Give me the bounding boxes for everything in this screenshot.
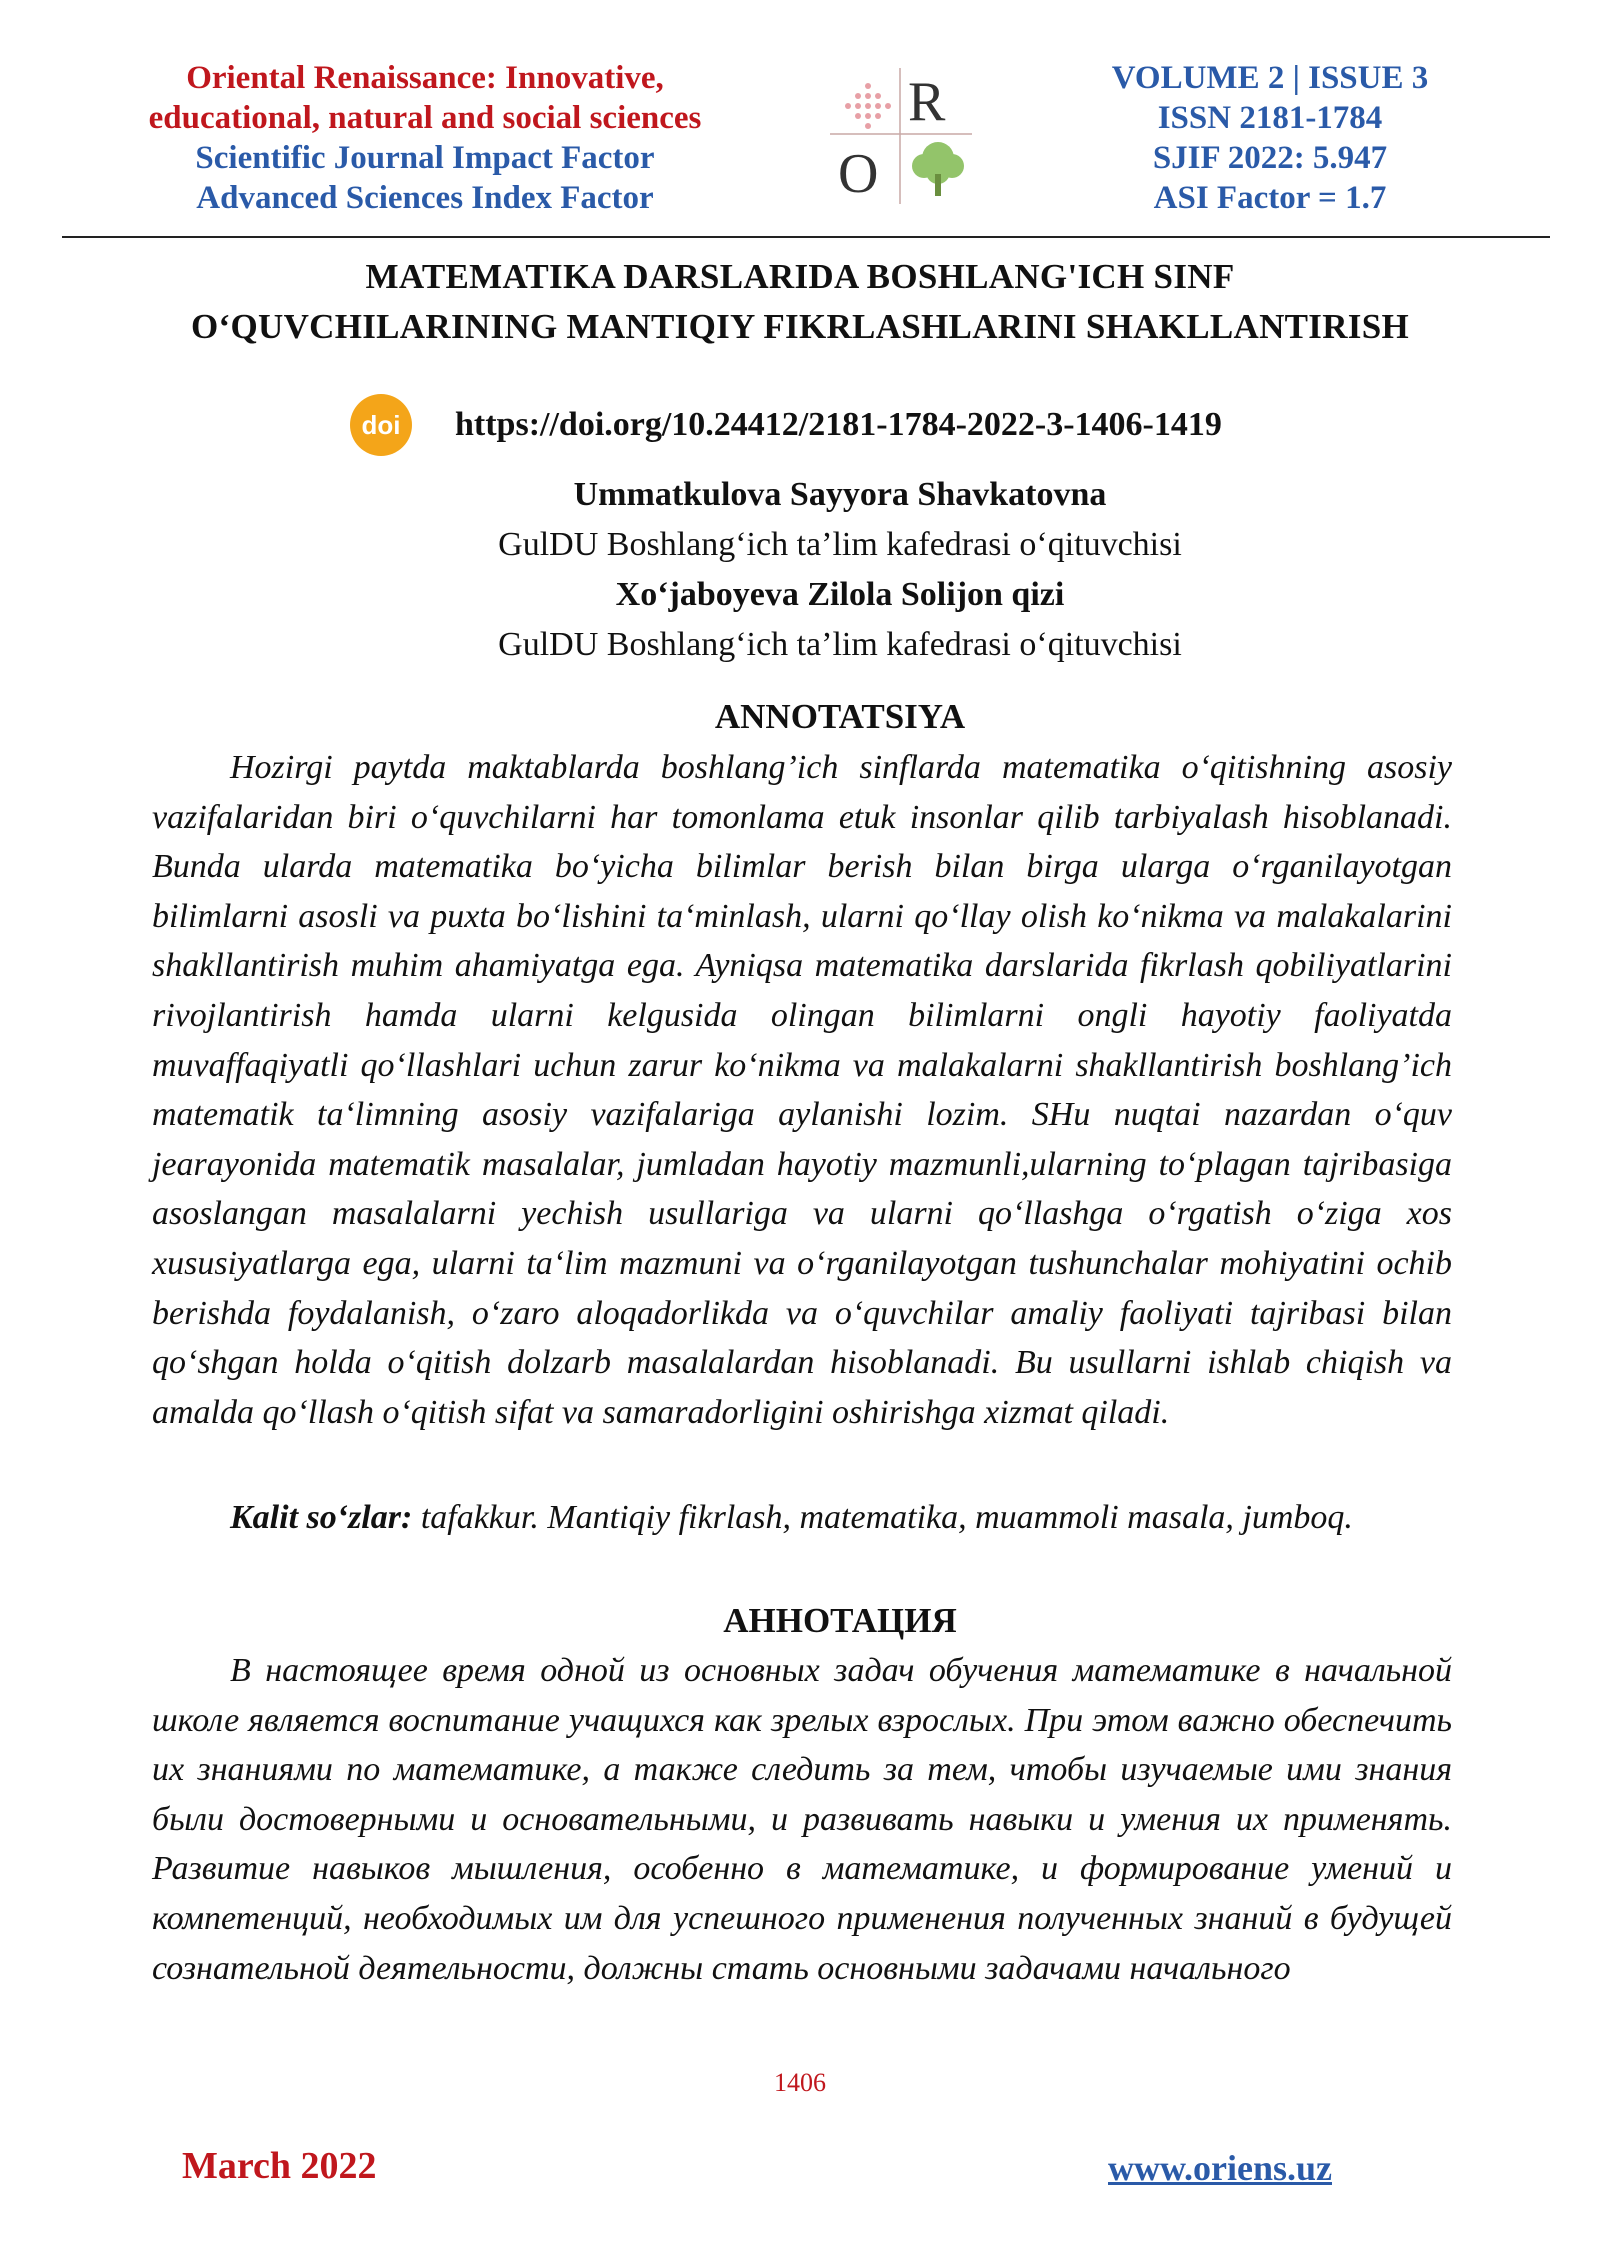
doi-icon: doi <box>350 394 412 456</box>
svg-text:O: O <box>838 143 879 205</box>
paper-title-line-2: O‘QUVCHILARINING MANTIQIY FIKRLASHLARINI SHAKLLANTIRISH <box>190 307 1410 346</box>
annotation-uz-text: Hozirgi paytda maktablarda boshlang’ich sinflarda matematika o‘qitishning asosiy vazifalaridan biri o‘quvchilarni har tomonlama etuk insonlar qilib tarbiyalash hisoblanadi. Bunda ularda matematika bo‘yicha bilimlar berish bilan birga ularga o‘rganilayotgan bilimlarni asosli va puxta bo‘lishini ta‘minlash, ularni qo‘llay olish ko‘nikma va malakalarini shakllantirish muhim ahamiyatga ega. Ayniqsa matematika darslarida fikrlash qobiliyatlarini rivojlantirish hamda ularni kelgusida olingan bilimlarni ongli hayotiy faoliyatda muvaffaqiyatli qo‘llashlari uchun zarur ko‘nikma va malakalarni shakllantirish boshlang’ich matematik ta‘limning asosiy vazifalariga aylanishi lozim. SHu nuqtai nazardan o‘quv jearayonida matematik masalalar, jumladan hayotiy mazmunli,ularning to‘plagan tajribasiga asoslangan masalalarni yechish usullariga va ularni qo‘llashga o‘rgatish o‘ziga xos xususiyatlarga ega, ularni ta‘lim mazmuni va o‘rganilayotgan tushunchalar mohiyatini ochib berishda foydalanish, o‘zaro aloqadorlikda va o‘quvchilar amaliy faoliyati tajribasi bilan qo‘shgan holda o‘qitish dolzarb masalalardan hisoblanadi. Bu usullarni ishlab chiqish va amalda qo‘llash o‘qitish sifat va samaradorligini oshirishga xizmat qiladi. <box>152 749 1452 1431</box>
paper-title-line-1: MATEMATIKA DARSLARIDA BOSHLANG'ICH SINF <box>365 257 1235 296</box>
journal-name-line-2: educational, natural and social sciences <box>148 100 702 136</box>
issue-month: March 2022 <box>182 2145 377 2187</box>
keywords <box>152 1493 1452 1543</box>
sjif: SJIF 2022: 5.947 <box>1152 140 1388 176</box>
keywords-text: tafakkur. Mantiqiy fikrlash, matematika, muammoli masala, jumboq. <box>412 1499 1353 1536</box>
website-link[interactable]: www.oriens.uz <box>1108 2148 1332 2188</box>
page-number: 1406 <box>774 2068 826 2097</box>
oriens-logo-icon <box>826 66 976 206</box>
impact-factor-label: Scientific Journal Impact Factor <box>195 140 655 176</box>
annotation-ru-text: В настоящее время одной из основных задач обучения математике в начальной школе является воспитание учащихся как зрелых взрослых. При этом важно обеспечить их знаниями по математике, а также следить за тем, чтобы изучаемые ими знания были достоверными и основательными, и развивать навыки и умения их применять. Развитие навыков мышления, особенно в математике, и формирование умений и компетенций, необходимых им для успешного применения полученных знаний в будущей сознательной деятельности, должны стать основными задачами начального <box>152 1652 1452 1987</box>
journal-name-line-1: Oriental Renaissance: Innovative, <box>186 60 664 96</box>
issn: ISSN 2181-1784 <box>1157 100 1383 136</box>
annotation-ru-heading: АННОТАЦИЯ <box>723 1601 957 1640</box>
header-divider <box>62 236 1550 238</box>
author-affiliation: GulDU Boshlang‘ich ta’lim kafedrasi o‘qituvchisi <box>498 526 1182 563</box>
keywords-label: Kalit so‘zlar: <box>230 1499 413 1536</box>
journal-title-block <box>110 58 740 218</box>
volume-issue: VOLUME 2 | ISSUE 3 <box>1111 60 1429 96</box>
journal-logo <box>826 66 976 206</box>
svg-text:R: R <box>908 71 946 133</box>
issue-info-block <box>1050 58 1490 218</box>
author-name: Xo‘jaboyeva Zilola Solijon qizi <box>615 576 1065 613</box>
index-factor-label: Advanced Sciences Index Factor <box>196 180 654 216</box>
annotation-uz-heading: ANNOTATSIYA <box>714 697 966 736</box>
author-name: Ummatkulova Sayyora Shavkatovna <box>573 476 1107 513</box>
authors-block <box>110 470 1570 670</box>
doi-link[interactable]: https://doi.org/10.24412/2181-1784-2022-3-1406-1419 <box>455 406 1222 443</box>
paper-title <box>110 252 1490 352</box>
asi-factor: ASI Factor = 1.7 <box>1153 180 1387 216</box>
author-affiliation: GulDU Boshlang‘ich ta’lim kafedrasi o‘qituvchisi <box>498 626 1182 663</box>
